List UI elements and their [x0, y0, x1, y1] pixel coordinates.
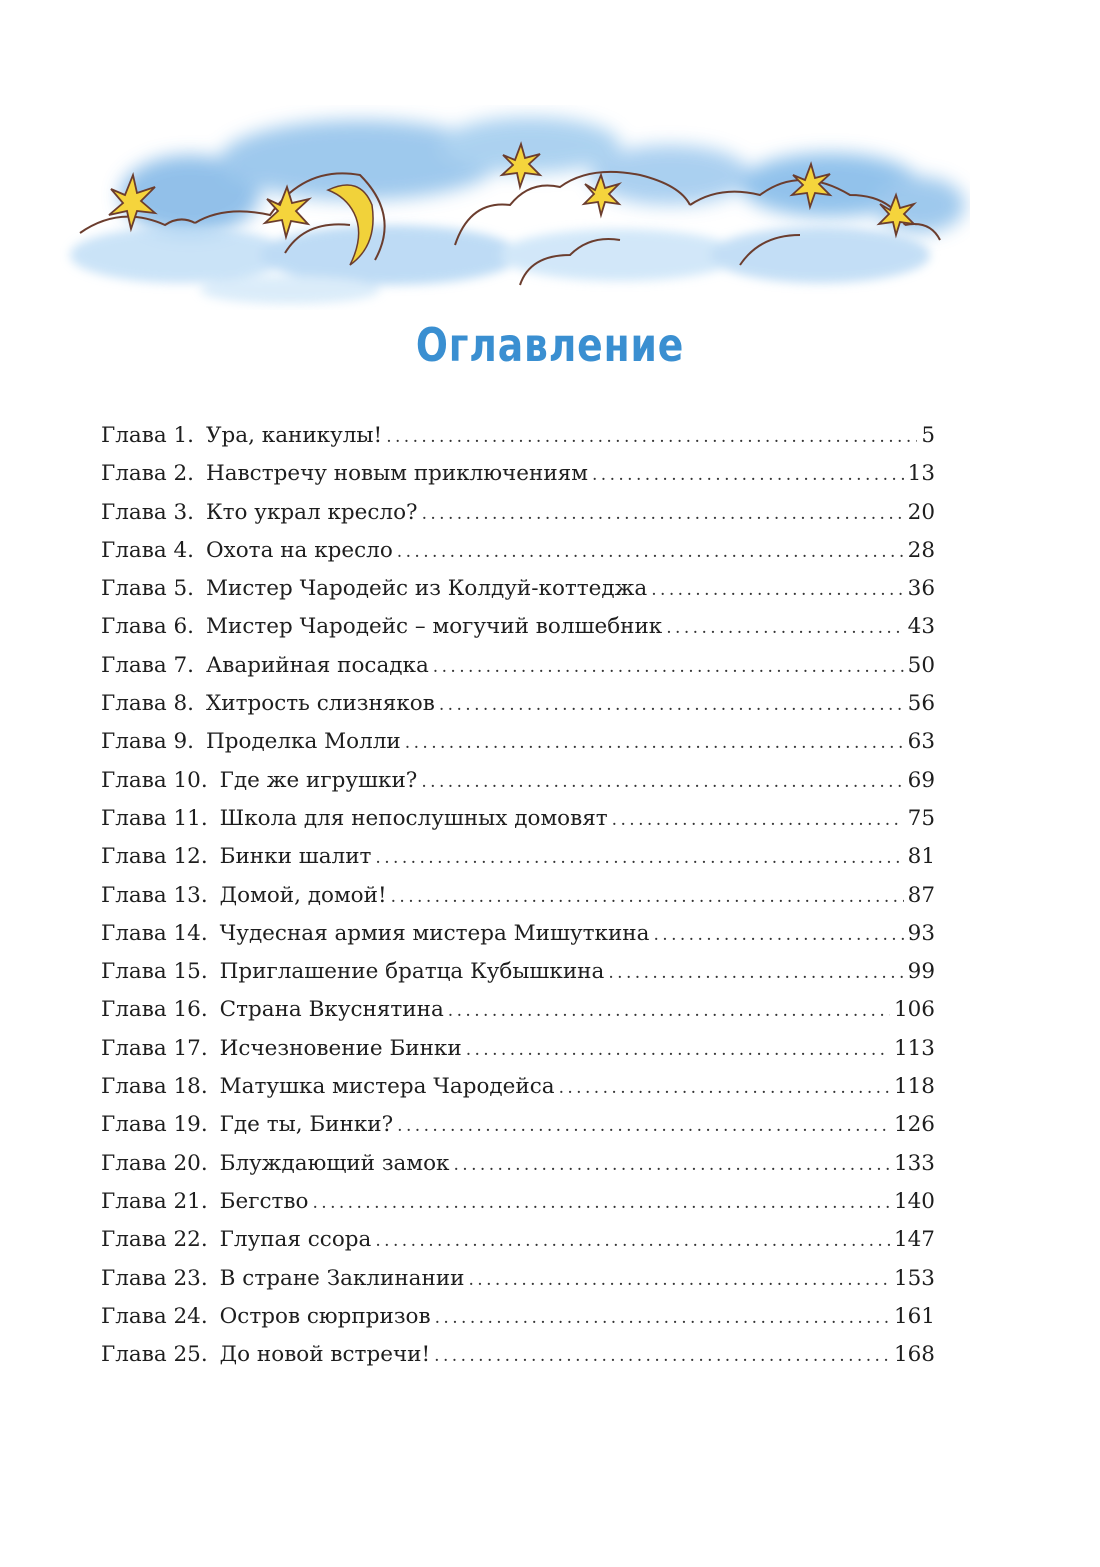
toc-entry	[101, 953, 935, 991]
chapter-page-number: 113	[893, 1035, 935, 1061]
dot-leader	[421, 763, 903, 801]
chapter-page-number: 126	[893, 1112, 935, 1138]
dot-leader	[391, 878, 904, 916]
dot-leader	[559, 1069, 890, 1107]
toc-entry	[101, 1336, 935, 1374]
chapter-title: Приглашение братца Кубышкина	[219, 959, 605, 985]
chapter-page-number: 75	[907, 805, 935, 831]
dot-leader	[608, 954, 903, 992]
chapter-page-number: 36	[907, 576, 935, 602]
chapter-page-number: 43	[907, 614, 935, 640]
chapter-page-number: 99	[907, 959, 935, 985]
chapter-label: Глава 19.	[101, 1112, 208, 1138]
chapter-label: Глава 4.	[101, 537, 194, 563]
chapter-label: Глава 7.	[101, 652, 194, 678]
chapter-label: Глава 10.	[101, 767, 208, 793]
chapter-page-number: 5	[921, 423, 935, 448]
dot-leader	[612, 801, 904, 839]
chapter-label: Глава 21.	[101, 1188, 208, 1214]
dot-leader	[653, 916, 903, 954]
dot-leader	[397, 1107, 890, 1145]
toc-entry	[101, 800, 935, 838]
page-title: Оглавление	[415, 318, 685, 372]
dot-leader	[469, 1261, 890, 1299]
chapter-label: Глава 6.	[101, 614, 194, 640]
toc-entry	[101, 455, 935, 493]
chapter-page-number: 28	[907, 537, 935, 563]
chapter-page-number: 147	[893, 1227, 935, 1253]
dot-leader	[466, 1031, 890, 1069]
chapter-page-number: 118	[893, 1074, 935, 1100]
chapter-title: Где же игрушки?	[219, 767, 418, 793]
chapter-page-number: 69	[907, 767, 935, 793]
chapter-label: Глава 1.	[101, 423, 194, 448]
chapter-label: Глава 2.	[101, 461, 194, 487]
toc-entry	[101, 1260, 935, 1298]
chapter-label: Глава 17.	[101, 1035, 208, 1061]
chapter-title: Бегство	[219, 1188, 309, 1214]
toc-entry	[101, 647, 935, 685]
chapter-label: Глава 22.	[101, 1227, 208, 1253]
chapter-label: Глава 14.	[101, 920, 208, 946]
chapter-label: Глава 15.	[101, 959, 208, 985]
toc-entry	[101, 1145, 935, 1183]
chapter-label: Глава 25.	[101, 1342, 208, 1368]
chapter-title: Навстречу новым приключениям	[205, 461, 588, 487]
toc-entry	[101, 1106, 935, 1144]
chapter-label: Глава 18.	[101, 1074, 208, 1100]
dot-leader	[666, 609, 903, 647]
toc-entry	[101, 877, 935, 915]
chapter-title: Ура, каникулы!	[205, 423, 383, 448]
chapter-label: Глава 5.	[101, 576, 194, 602]
chapter-page-number: 13	[907, 461, 935, 487]
toc-entry	[101, 1068, 935, 1106]
chapter-page-number: 133	[893, 1150, 935, 1176]
chapter-page-number: 63	[907, 729, 935, 755]
toc-entry	[101, 1183, 935, 1221]
chapter-page-number: 20	[907, 499, 935, 525]
chapter-page-number: 168	[893, 1342, 935, 1368]
chapter-page-number: 81	[907, 844, 935, 870]
chapter-title: Страна Вкуснятина	[219, 997, 444, 1023]
chapter-title: Аварийная посадка	[205, 652, 429, 678]
toc-entry	[101, 494, 935, 532]
chapter-label: Глава 9.	[101, 729, 194, 755]
night-sky-illustration	[60, 105, 970, 310]
chapter-title: Хитрость слизняков	[205, 691, 435, 717]
toc-entry	[101, 762, 935, 800]
chapter-page-number: 161	[893, 1303, 935, 1329]
toc-entry	[101, 608, 935, 646]
toc-entry	[101, 532, 935, 570]
dot-leader	[375, 1222, 890, 1260]
chapter-page-number: 93	[907, 920, 935, 946]
chapter-title: Домой, домой!	[219, 882, 387, 908]
toc-entry	[101, 991, 935, 1029]
dot-leader	[435, 1299, 890, 1337]
toc-entry	[101, 838, 935, 876]
dot-leader	[422, 495, 904, 533]
chapter-title: До новой встречи!	[219, 1342, 431, 1368]
chapter-title: Проделка Молли	[205, 729, 401, 755]
chapter-label: Глава 20.	[101, 1150, 208, 1176]
dot-leader	[448, 992, 890, 1030]
chapter-page-number: 87	[907, 882, 935, 908]
toc-entry	[101, 723, 935, 761]
chapter-page-number: 106	[893, 997, 935, 1023]
chapter-title: Матушка мистера Чародейса	[219, 1074, 555, 1100]
dot-leader	[405, 724, 904, 762]
dot-leader	[312, 1184, 890, 1222]
dot-leader	[453, 1146, 889, 1184]
toc-entry	[101, 915, 935, 953]
chapter-label: Глава 16.	[101, 997, 208, 1023]
dot-leader	[592, 456, 904, 494]
chapter-title: Остров сюрпризов	[219, 1303, 431, 1329]
dot-leader	[434, 1337, 890, 1375]
chapter-title: Блуждающий замок	[219, 1150, 450, 1176]
chapter-label: Глава 8.	[101, 691, 194, 717]
chapter-title: Бинки шалит	[219, 844, 372, 870]
chapter-title: Кто украл кресло?	[205, 499, 418, 525]
dot-leader	[433, 648, 904, 686]
chapter-page-number: 50	[907, 652, 935, 678]
chapter-title: Мистер Чародейс из Колдуй-коттеджа	[205, 576, 648, 602]
clouds-stars-moon-icon	[60, 105, 970, 310]
toc-entry	[101, 1030, 935, 1068]
chapter-title: Школа для непослушных домовят	[219, 805, 608, 831]
chapter-title: Глупая ссора	[219, 1227, 372, 1253]
toc-entry	[101, 570, 935, 608]
toc-entry	[101, 685, 935, 723]
chapter-title: В стране Заклинании	[219, 1265, 465, 1291]
dot-leader	[386, 418, 917, 456]
toc-entry	[101, 417, 935, 455]
chapter-title: Охота на кресло	[205, 537, 393, 563]
dot-leader	[439, 686, 904, 724]
chapter-title: Чудесная армия мистера Мишуткина	[219, 920, 650, 946]
chapter-title: Мистер Чародейс – могучий волшебник	[205, 614, 663, 640]
toc-entry	[101, 1221, 935, 1259]
chapter-label: Глава 23.	[101, 1265, 208, 1291]
chapter-label: Глава 3.	[101, 499, 194, 525]
chapter-label: Глава 12.	[101, 844, 208, 870]
dot-leader	[397, 533, 904, 571]
table-of-contents	[101, 417, 935, 1374]
dot-leader	[651, 571, 903, 609]
chapter-title: Исчезновение Бинки	[219, 1035, 462, 1061]
toc-entry	[101, 1298, 935, 1336]
chapter-label: Глава 11.	[101, 805, 208, 831]
chapter-label: Глава 24.	[101, 1303, 208, 1329]
chapter-page-number: 140	[893, 1188, 935, 1214]
chapter-page-number: 153	[893, 1265, 935, 1291]
chapter-page-number: 56	[907, 691, 935, 717]
chapter-title: Где ты, Бинки?	[219, 1112, 394, 1138]
chapter-label: Глава 13.	[101, 882, 208, 908]
dot-leader	[375, 839, 903, 877]
